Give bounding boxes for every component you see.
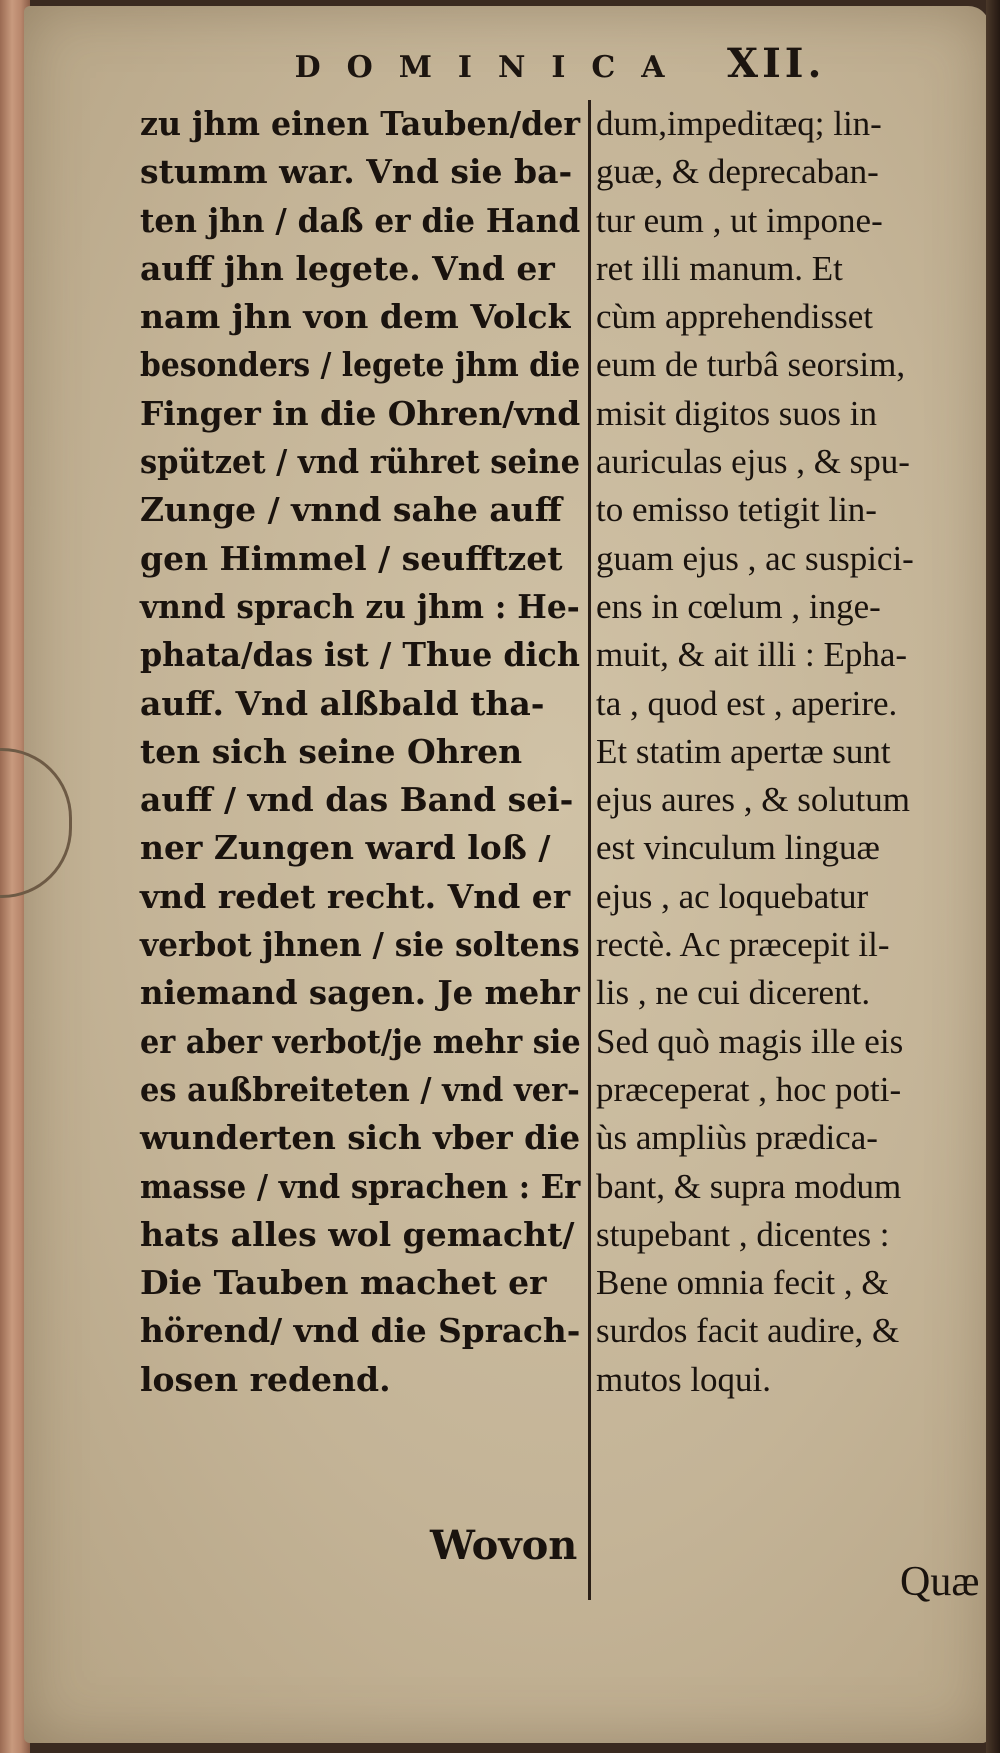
latin-text-line: muit, & ait illi : Epha- xyxy=(596,635,908,675)
latin-text-line: est vinculum linguæ xyxy=(596,828,880,868)
latin-text-line: Bene omnia fecit , & xyxy=(596,1263,889,1303)
latin-text-line: eum de turbâ seorsim, xyxy=(596,345,906,385)
german-text-line: losen redend. xyxy=(140,1359,391,1399)
latin-text-line: mutos loqui. xyxy=(596,1359,772,1399)
german-text-line: verbot jhnen / sie soltens xyxy=(140,925,580,965)
latin-text-line: præceperat , hoc poti- xyxy=(596,1069,902,1109)
running-head-title: DOMINICA xyxy=(294,50,691,85)
latin-text-line: ùs ampliùs prædica- xyxy=(596,1118,878,1158)
german-column xyxy=(140,100,580,1404)
german-text-line: stumm war. Vnd sie ba- xyxy=(140,152,573,192)
german-text-line: er aber verbot/je mehr sie xyxy=(140,1021,581,1061)
running-head-number: XII. xyxy=(727,40,826,87)
german-text-line: hörend/ vnd die Sprach- xyxy=(140,1311,581,1351)
german-text-line: es außbreiteten / vnd ver- xyxy=(140,1069,580,1109)
german-text-line: hats alles wol gemacht/ xyxy=(140,1214,575,1254)
latin-text-line: to emisso tetigit lin- xyxy=(596,490,877,530)
latin-text-line: ejus aures , & solutum xyxy=(596,780,910,820)
latin-text-line: Et statim apertæ sunt xyxy=(596,731,891,771)
latin-text-line: lis , ne cui dicerent. xyxy=(596,973,871,1013)
latin-text-line: auriculas ejus , & spu- xyxy=(596,442,910,482)
german-text-line: Finger in die Ohren/vnd xyxy=(140,393,581,433)
german-text-line: spützet / vnd rühret seine xyxy=(140,442,581,482)
german-text-line: wunderten sich vber die xyxy=(140,1118,581,1158)
latin-text-line: dum,impeditæq; lin- xyxy=(596,104,882,143)
latin-text-line: ta , quod est , aperire. xyxy=(596,683,898,723)
latin-text-line: ens in cœlum , inge- xyxy=(596,586,881,626)
latin-text-line: Sed quò magis ille eis xyxy=(596,1021,904,1061)
latin-text-line: misit digitos suos in xyxy=(596,393,878,433)
latin-text-line: bant, & supra modum xyxy=(596,1166,902,1206)
latin-text-line: stupebant , dicentes : xyxy=(596,1214,890,1254)
binding-shadow xyxy=(986,0,1000,1753)
german-text-line: niemand sagen. Je mehr xyxy=(140,973,580,1013)
german-text-line: gen Himmel / seufftzet xyxy=(140,538,563,578)
german-text-line: zu jhm einen Tauben/der xyxy=(140,104,581,143)
german-text-line: masse / vnd sprachen : Er xyxy=(140,1166,581,1206)
german-text-line: ten jhn / daß er die Hand xyxy=(140,200,581,240)
latin-text-line: guæ, & deprecaban- xyxy=(596,152,879,192)
german-text-line: nam jhn von dem Volck xyxy=(140,297,571,337)
latin-text-line: ret illi manum. Et xyxy=(596,248,843,288)
german-text-line: auff jhn legete. Vnd er xyxy=(140,248,555,288)
latin-column xyxy=(596,100,986,1404)
german-text-line: vnd redet recht. Vnd er xyxy=(140,876,571,916)
latin-text-line: surdos facit audire, & xyxy=(596,1311,900,1351)
german-text-line: auff / vnd das Band sei- xyxy=(140,780,574,820)
latin-text-line: tur eum , ut impone- xyxy=(596,200,883,240)
german-text-line: Die Tauben machet er xyxy=(140,1263,547,1303)
german-text-line: ner Zungen ward loß / xyxy=(140,828,551,868)
latin-text-line: rectè. Ac præcepit il- xyxy=(596,925,890,965)
german-text-line: besonders / legete jhm die xyxy=(140,345,581,385)
column-divider xyxy=(588,100,591,1600)
german-text-line: Zunge / vnnd sahe auff xyxy=(140,490,562,530)
running-head xyxy=(280,40,840,87)
german-text-line: phata/das ist / Thue dich xyxy=(140,635,580,675)
german-text-line: ten sich seine Ohren xyxy=(140,731,523,771)
catchword-latin: Quæ xyxy=(900,1559,980,1605)
latin-text-line: guam ejus , ac suspici- xyxy=(596,538,914,578)
german-text-line: auff. Vnd alßbald tha- xyxy=(140,683,545,723)
german-text-line: vnnd sprach zu jhm : He- xyxy=(140,586,580,626)
latin-text-line: ejus , ac loquebatur xyxy=(596,876,869,916)
catchword-german: Wovon xyxy=(430,1522,578,1569)
latin-text-line: cùm apprehendisset xyxy=(596,297,873,337)
